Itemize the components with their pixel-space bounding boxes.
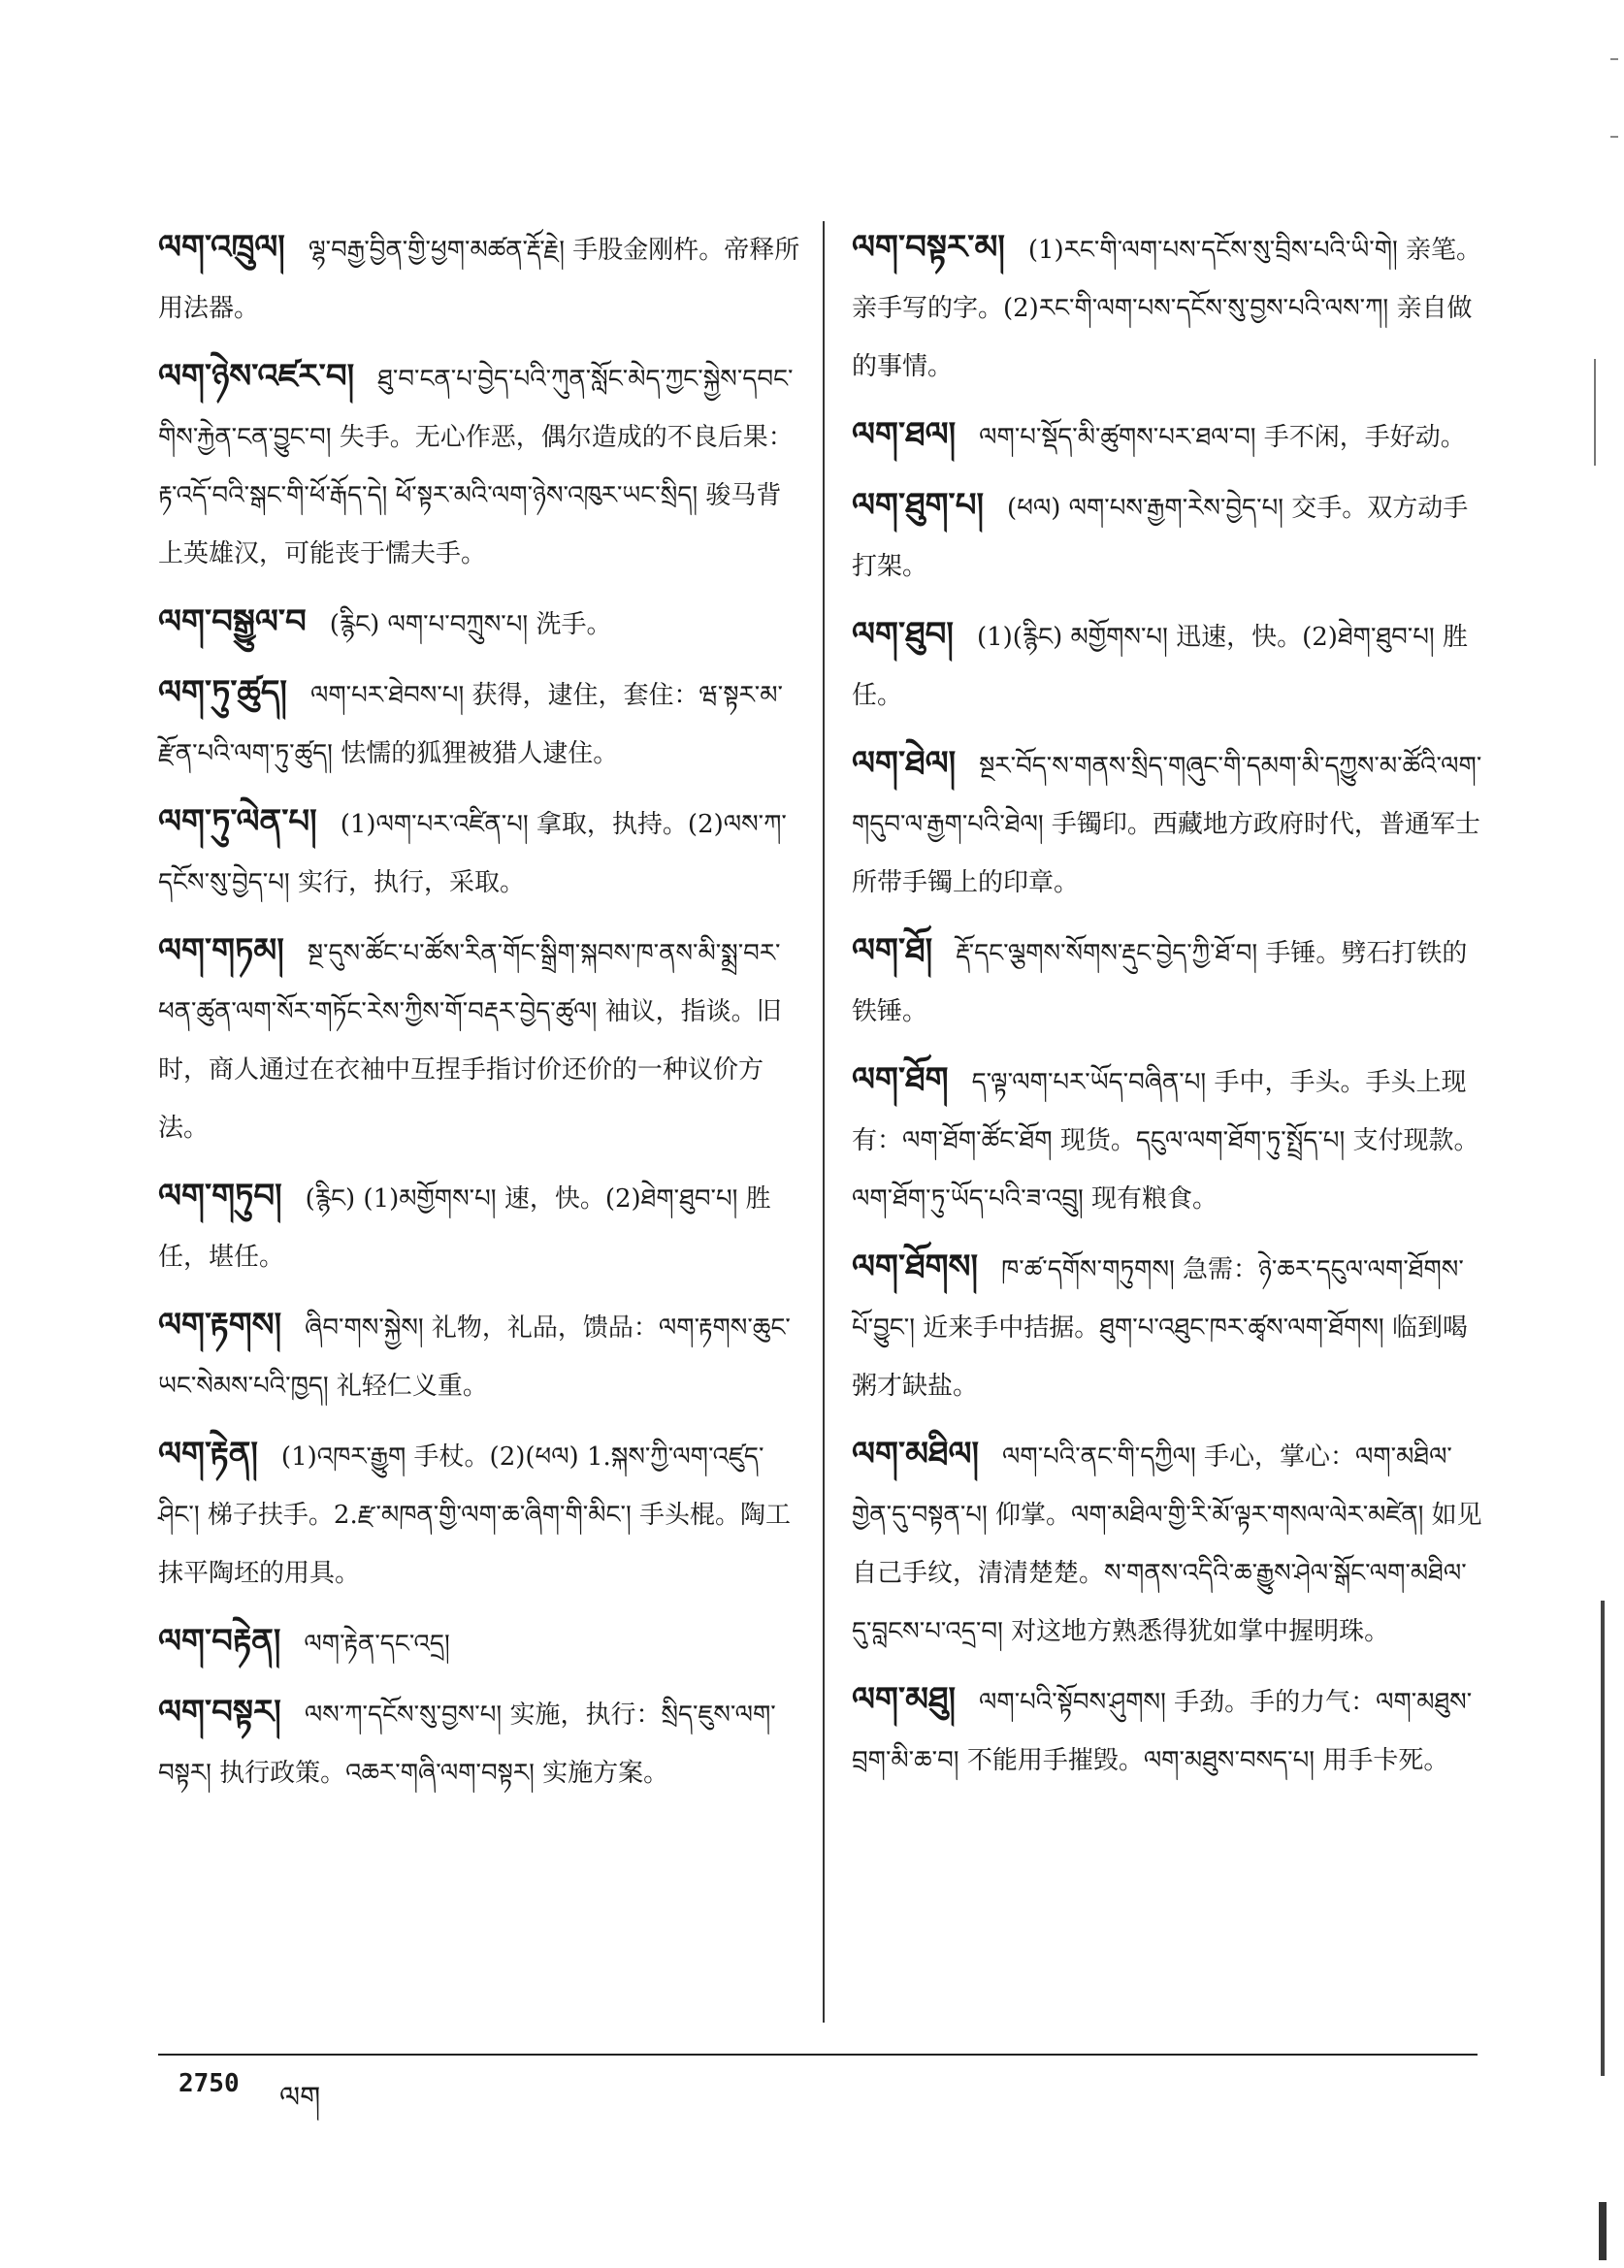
entry-headword: ལག་གཏུབ།	[158, 1177, 282, 1215]
dictionary-entry	[158, 1683, 803, 1802]
dictionary-entry	[852, 922, 1482, 1041]
dictionary-entry	[158, 1425, 803, 1603]
dictionary-entry	[852, 476, 1482, 596]
dictionary-entry	[852, 1238, 1482, 1415]
entry-definition: ལག་པར་ཐེབས་པ། 获得，逮住，套住：ཝ་སྟར་མ་རྫོན་པའི་ལག་ཏུ་ཚུད། 怯懦的狐狸被猎人逮住。	[158, 681, 783, 768]
dictionary-entry	[158, 347, 803, 583]
entry-definition: (1)འཁར་རྒྱུག 手杖。(2)(ཕལ) 1.སྐས་ཀྱི་ལག་འཛུད་ཤིང་། 梯子扶手。2.རྫ་མཁན་གྱི་ལག་ཆ་ཞིག་གི་མིང་། 手头棍。陶工抹平陶坯的用具。	[158, 1442, 791, 1588]
entry-definition: ཞིབ་གས་སྐྱེས། 礼物，礼品，馈品：ལག་རྟགས་ཆུང་ཡང་སེམས་པའི་ཁྱད། 礼轻仁义重。	[158, 1313, 791, 1401]
entry-headword: ལག་མཐུ།	[852, 1680, 957, 1719]
entry-definition: ཐུ་བ་ངན་པ་བྱེད་པའི་ཀུན་སློང་མེད་ཀྱང་སྐྱེས་དབང་གིས་རྐྱེན་ངན་བྱུང་བ། 失手。无心作恶，偶尔造成的不良后果：རྟ་འདོ་བའི་སྒང་གི་ཕོ་རྒོད་དེ། ཕོ་སྟར་མའི་ལག་ཉེས་འཁུར་ཡང་སྲིད། 骏马背上英雄汉，可能丧于懦夫手。	[158, 365, 794, 568]
entry-headword: ལག་བརྟེན།	[158, 1622, 281, 1661]
dictionary-entry	[158, 793, 803, 912]
entry-definition: ཁ་ཚ་དགོས་གཏུགས། 急需：ཉེ་ཆར་དངུལ་ལག་ཐོགས་པོ་བྱུང་། 近来手中拮据。ཐུག་པ་འཐུང་ཁར་ཚྭས་ལག་ཐོགས། 临到喝粥才缺盐。	[852, 1255, 1468, 1401]
entry-definition: (1)ལག་པར་འཛིན་པ། 拿取，执持。(2)ལས་ཀ་དངོས་སུ་བྱེད་པ། 实行，执行，采取。	[158, 810, 787, 897]
entry-headword: ལག་ཐོགས།	[852, 1247, 979, 1286]
footer-rule	[158, 2054, 1478, 2056]
entry-headword: ལག་བསྒྱུལ་བ	[158, 602, 307, 641]
entry-headword: ལག་ཐལ།	[852, 415, 957, 454]
scan-edge-mark	[1594, 359, 1596, 466]
entry-definition: (1)(རྙིང) མགྱོགས་པ། 迅速，快。(2)ཐེག་ཐུབ་པ། 胜任。	[852, 623, 1468, 710]
entry-definition: སྔ་དུས་ཚོང་པ་ཚོས་རིན་གོང་སྒྲིག་སྐབས་ཁ་ནས་མི་སྨྲ་བར་ཕན་ཚུན་ལག་སོར་གཏོང་རེས་ཀྱིས་གོ་བརྡར་བྱེད་ཚུལ། 袖议，指谈。旧时，商人通过在衣袖中互捏手指讨价还价的一种议价方法。	[158, 939, 782, 1143]
dictionary-entry	[158, 1167, 803, 1286]
entry-headword: ལག་རྟགས།	[158, 1306, 282, 1345]
entry-definition: ལག་རྟེན་དང་འདྲ།	[304, 1630, 450, 1659]
dictionary-entry	[158, 1296, 803, 1415]
entry-definition: (རྙིང) ལག་པ་བཀྲུས་པ། 洗手。	[329, 610, 612, 639]
entry-definition: ལག་པའི་ནང་གི་དཀྱིལ། 手心，掌心：ལག་མཐིལ་གྱེན་དུ་བསྟན་པ། 仰掌。ལག་མཐིལ་གྱི་རི་མོ་ལྟར་གསལ་ལེར་མཛེན། 如见自己手纹，清清楚楚。ས་གནས་འདིའི་ཆ་རྒྱུས་ཤེལ་སྒོང་ལག་མཐིལ་དུ་བླངས་པ་འདྲ་བ། 对这地方熟悉得犹如掌中握明珠。	[852, 1442, 1482, 1646]
entry-definition: (ཕལ) ལག་པས་རྒྱག་རེས་བྱེད་པ། 交手。双方动手打架。	[852, 494, 1469, 581]
entry-definition: རྡོ་དང་ལྕགས་སོགས་རྡུང་བྱེད་ཀྱི་ཐོ་བ། 手锤。劈石打铁的铁锤。	[852, 939, 1468, 1026]
page-number: 2750	[179, 2069, 240, 2098]
entry-headword: ལག་ཐོ།	[852, 931, 933, 970]
entry-headword: ལག་བསྟར་མ།	[852, 228, 1005, 267]
scan-edge-mark	[1610, 136, 1618, 138]
dictionary-entry	[852, 218, 1482, 396]
dictionary-entry	[158, 593, 803, 654]
dictionary-entry	[852, 405, 1482, 467]
dictionary-entry	[158, 1612, 803, 1673]
entry-headword: ལག་ཏུ་ལེན་པ།	[158, 802, 317, 841]
entry-headword: ལག་གཏམ།	[158, 931, 284, 970]
scan-edge-mark	[1610, 58, 1618, 60]
scan-edge-mark	[1599, 2202, 1607, 2260]
entry-definition: ད་ལྟ་ལག་པར་ཡོད་བཞིན་པ། 手中，手头。手头上现有：ལག་ཐོག་ཚོང་ཐོག 现货。དངུལ་ལག་ཐོག་ཏུ་སྤྲོད་པ། 支付现款。ལག་ཐོག་ཏུ་ཡོད་པའི་ཟ་འབྲུ། 现有粮食。	[852, 1068, 1479, 1214]
dictionary-entry	[852, 1670, 1482, 1790]
left-column	[158, 218, 803, 1812]
dictionary-entry	[852, 605, 1482, 725]
dictionary-entry	[158, 922, 803, 1157]
entry-headword: ལག་ཐེལ།	[852, 744, 957, 783]
running-head: ལག	[279, 2081, 321, 2115]
entry-headword: ལག་ཐུག་པ།	[852, 486, 985, 525]
entry-headword: ལག་ཐུབ།	[852, 615, 954, 654]
entry-definition: ལག་པའི་སྟོབས་ཤུགས། 手劲。手的力气：ལག་མཐུས་བྲག་མི་ཆ་བ། 不能用手摧毁。ལག་མཐུས་བསད་པ། 用手卡死。	[852, 1688, 1473, 1775]
entry-definition: ལས་ཀ་དངོས་སུ་བྱས་པ། 实施，执行：སྲིད་ཇུས་ལག་བསྟར། 执行政策。འཆར་གཞི་ལག་བསྟར། 实施方案。	[158, 1701, 776, 1788]
entry-headword: ལག་མཐིལ།	[852, 1435, 980, 1474]
entry-headword: ལག་ཉེས་འཛར་བ།	[158, 357, 355, 396]
scan-edge-mark	[1601, 1601, 1605, 2076]
entry-definition: ལག་པ་སྡོད་མི་ཚུགས་པར་ཐལ་བ། 手不闲，手好动。	[979, 423, 1466, 452]
entry-definition: (རྙིང) (1)མགྱོགས་པ། 速，快。(2)ཐེག་ཐུབ་པ། 胜任，堪任。	[158, 1184, 771, 1272]
dictionary-entry	[158, 664, 803, 783]
entry-definition: (1)རང་གི་ལག་པས་དངོས་སུ་བྲིས་པའི་ཡི་གེ། 亲笔。亲手写的字。(2)རང་གི་ལག་པས་དངོས་སུ་བྱས་པའི་ལས་ཀ། 亲自做的事情。	[852, 236, 1482, 381]
entry-headword: ལག་ཐོག	[852, 1060, 949, 1099]
entry-headword: ལག་རྟེན།	[158, 1435, 258, 1474]
dictionary-entry	[852, 1425, 1482, 1661]
entry-headword: ལག་བསྟར།	[158, 1693, 281, 1732]
entry-headword: ལག་འཁྲུལ།	[158, 228, 285, 267]
right-column	[852, 218, 1482, 1799]
entry-definition: ལྷ་བརྒྱ་བྱིན་གྱི་ཕྱག་མཚན་རྡོ་རྗེ། 手股金刚杵。帝释所用法器。	[158, 236, 800, 323]
entry-headword: ལག་ཏུ་ཚུད།	[158, 673, 287, 712]
dictionary-entry	[158, 218, 803, 338]
column-divider	[823, 221, 825, 2023]
dictionary-entry	[852, 734, 1482, 912]
dictionary-entry	[852, 1051, 1482, 1228]
entry-definition: སྔར་བོད་ས་གནས་སྲིད་གཞུང་གི་དམག་མི་དཀྱུས་མ་ཚོའི་ལག་གདུབ་ལ་རྒྱག་པའི་ཐེལ། 手镯印。西藏地方政府时代，普通军士所带手镯上的印章。	[852, 752, 1482, 897]
